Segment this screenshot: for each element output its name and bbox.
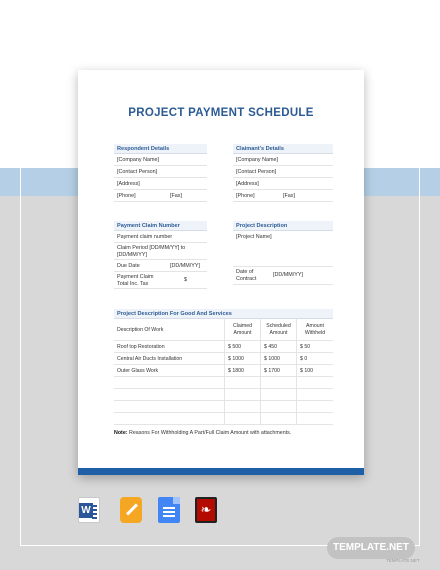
table-cell: $ 500 (225, 341, 261, 352)
claimant-company: [Company Name] (233, 154, 333, 166)
services-table-header (114, 319, 333, 341)
table-row-empty (114, 401, 333, 413)
note-text: Reasons For Withholding A Part/Full Claim Amount with attachments. (127, 430, 292, 436)
table-cell: $ 1700 (261, 365, 297, 376)
table-row (114, 341, 333, 353)
brand-watermark: TEMPLATE.NET (386, 558, 420, 563)
project-description-section (233, 221, 333, 285)
table-cell: $ 100 (300, 368, 313, 374)
respondent-section (114, 144, 207, 202)
table-cell: $ 1000 (225, 353, 261, 364)
table-row-empty (114, 389, 333, 401)
respondent-fax: [Fax] (170, 193, 182, 199)
claim-period: Claim Period [DD/MM/YY] to [DD/MM/YY] (114, 243, 207, 260)
claimant-section (233, 144, 333, 202)
withholding-note (114, 430, 291, 436)
respondent-contact: [Contact Person] (114, 166, 207, 178)
column-header-claimed: Claimed Amount (225, 319, 261, 340)
claimant-fax: [Fax] (283, 193, 295, 199)
claim-due-row (114, 260, 207, 272)
claim-total-value: $ (184, 277, 187, 283)
claim-total-row (114, 272, 207, 289)
note-label: Note: (114, 430, 128, 436)
claimant-address: [Address] (233, 178, 333, 190)
table-cell: $ 450 (261, 341, 297, 352)
project-name: [Project Name] (233, 231, 333, 267)
project-description-heading: Project Description (233, 221, 333, 231)
table-cell: Outer Glass Work (114, 365, 225, 376)
table-row (114, 353, 333, 365)
claim-due-label: Due Date (117, 263, 140, 269)
page-title: PROJECT PAYMENT SCHEDULE (128, 107, 314, 119)
respondent-phone-fax-row (114, 190, 207, 202)
pages-icon[interactable] (120, 497, 142, 523)
word-icon[interactable]: W (78, 497, 100, 523)
brand-logo: TEMPLATE.NET (327, 537, 415, 559)
table-cell: $ 0 (300, 356, 308, 362)
respondent-heading: Respondent Details (114, 144, 207, 154)
services-table (114, 309, 333, 425)
claimant-phone-fax-row (233, 190, 333, 202)
claim-number: Payment claim number (114, 231, 207, 243)
table-cell: $ 1000 (261, 353, 297, 364)
table-cell: $ 1800 (225, 365, 261, 376)
table-cell: Central Air Ducts Installation (114, 353, 225, 364)
claim-heading: Payment Claim Number (114, 221, 207, 231)
table-row-empty (114, 377, 333, 389)
claim-total-label: Payment Claim Total Inc. Tax (117, 274, 154, 287)
table-cell: Roof top Restoration (114, 341, 225, 352)
document-page (78, 70, 364, 475)
respondent-phone: [Phone] (117, 193, 136, 199)
column-header-scheduled: Scheduled Amount (261, 319, 297, 340)
pdf-icon[interactable]: ❧ (195, 497, 217, 523)
table-row-empty (114, 413, 333, 425)
respondent-company: [Company Name] (114, 154, 207, 166)
claim-due-value: [DD/MM/YY] (170, 263, 200, 269)
column-header-description: Description Of Work (114, 319, 225, 340)
respondent-address: [Address] (114, 178, 207, 190)
claimant-phone: [Phone] (236, 193, 255, 199)
column-header-withheld: Amount Withheld (304, 323, 326, 336)
claim-section (114, 221, 207, 289)
table-row (114, 365, 333, 377)
services-table-heading: Project Description For Good And Services (114, 309, 333, 319)
page-footer-bar (78, 468, 364, 475)
table-cell: $ 50 (300, 344, 311, 350)
claimant-contact: [Contact Person] (233, 166, 333, 178)
project-date-label: Date of Contract (236, 269, 257, 282)
claimant-heading: Claimant's Details (233, 144, 333, 154)
project-date-row (233, 267, 333, 285)
project-date-value: [DD/MM/YY] (273, 272, 303, 278)
google-docs-icon[interactable] (158, 497, 180, 523)
